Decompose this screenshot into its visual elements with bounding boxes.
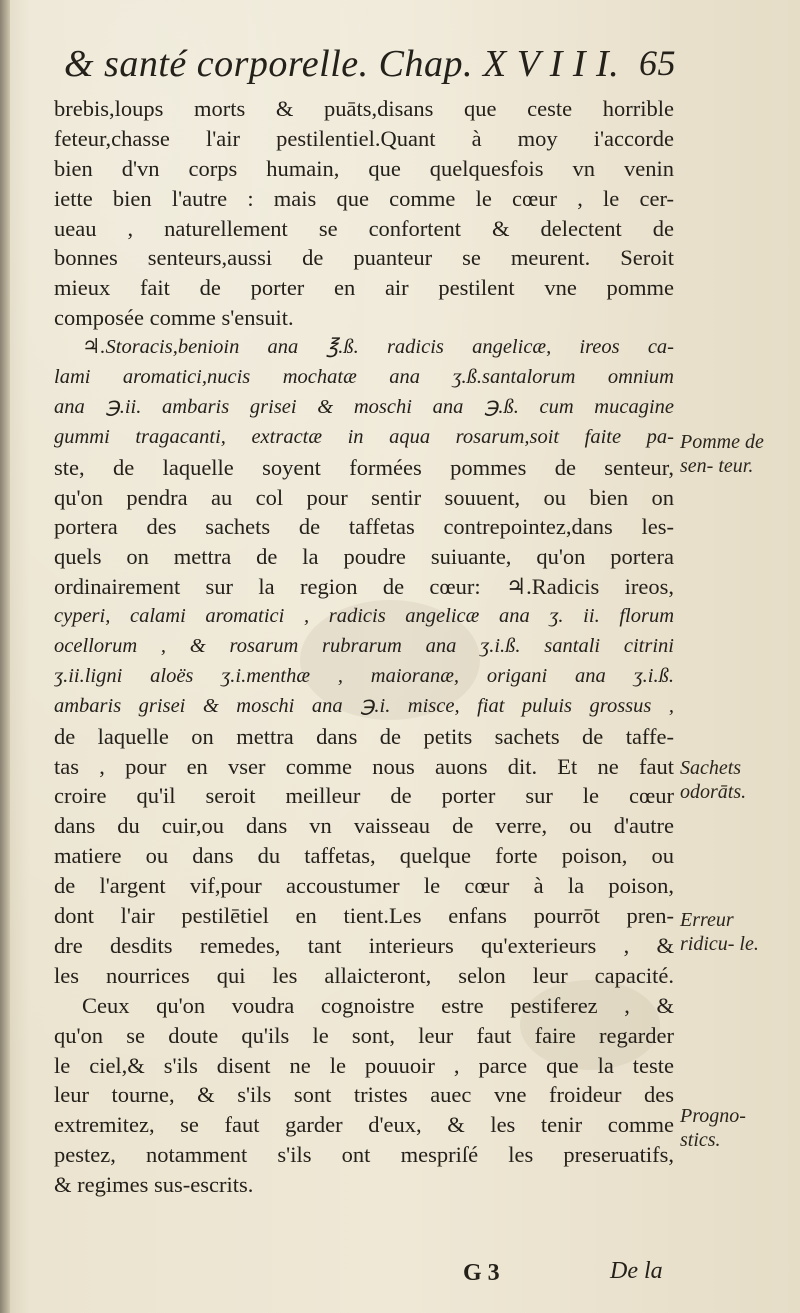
text-line: ste, de laquelle soyent formées pommes de senteur, xyxy=(54,454,674,480)
running-head xyxy=(64,42,674,90)
catchword: De la xyxy=(610,1258,663,1284)
text-line: quels on mettra de la poudre suiuante, qu'on portera xyxy=(54,544,674,570)
page-gutter xyxy=(0,0,10,1313)
recipe-line: ocellorum , & rosarum rubrarum ana ʒ.i.ß. santali citrini xyxy=(54,635,674,658)
recipe-line: ana ℈.ii. ambaris grisei & moschi ana ℈.ß. cum mucagine xyxy=(54,395,674,418)
text-line: ordinairement sur la region de cœur: ♃.Radicis ireos, xyxy=(54,574,674,600)
text-line: Ceux qu'on voudra cognoistre estre pestiferez , & xyxy=(82,992,674,1018)
margin-note-pomme: Pomme de sen- teur. xyxy=(680,431,764,477)
recipe-line: gummi tragacanti, extractæ in aqua rosarum,soit faite pa- xyxy=(54,425,674,448)
margin-note-prognostics: Progno- stics. xyxy=(680,1105,746,1151)
text-line: bien d'vn corps humain, que quelquesfois vn venin xyxy=(54,155,674,181)
recipe-line: ♃.Storacis,benioin ana ℥.ß. radicis angelicæ, ireos ca- xyxy=(82,336,674,359)
text-line: composée comme s'ensuit. xyxy=(54,305,294,331)
text-line: de laquelle on mettra dans de petits sachets de taffe- xyxy=(54,723,674,749)
text-line: croire qu'il seroit meilleur de porter sur le cœur xyxy=(54,783,674,809)
text-line: matiere ou dans du taffetas, quelque forte poison, ou xyxy=(54,843,674,869)
text-line: qu'on pendra au col pour sentir souuent, ou bien on xyxy=(54,484,674,510)
text-line: leur tourne, & s'ils sont tristes auec vne froideur des xyxy=(54,1082,674,1108)
recipe-line: cyperi, calami aromatici , radicis angelicæ ana ʒ. ii. florum xyxy=(54,605,674,628)
recipe-line: lami aromatici,nucis mochatæ ana ʒ.ß.santalorum omnium xyxy=(54,366,674,389)
margin-note-erreur: Erreur ridicu- le. xyxy=(680,909,759,955)
text-line: qu'on se doute qu'ils le sont, leur faut faire regarder xyxy=(54,1022,674,1048)
margin-note-sachets: Sachets odorāts. xyxy=(680,757,747,803)
text-line: pestez, notamment s'ils ont mespriſé les preseruatifs, xyxy=(54,1142,674,1168)
body-text xyxy=(54,94,674,1200)
text-line: brebis,loups morts & puāts,disans que ceste horrible xyxy=(54,96,674,121)
text-line: & regimes sus-escrits. xyxy=(54,1172,254,1198)
page-number: 65 xyxy=(639,43,676,83)
text-line: mieux fait de porter en air pestilent vne pomme xyxy=(54,275,674,301)
text-line: le ciel,& s'ils disent ne le pouuoir , parce que la teste xyxy=(54,1052,674,1078)
text-line: dre desdits remedes, tant interieurs qu'exterieurs , & xyxy=(54,932,674,958)
signature-mark: G 3 xyxy=(463,1260,500,1286)
recipe-line: ʒ.ii.ligni aloës ʒ.i.menthæ , maioranæ, origani ana ʒ.i.ß. xyxy=(54,664,674,687)
text-line: ueau , naturellement se confortent & delectent de xyxy=(54,215,674,241)
text-line: tas , pour en vser comme nous auons dit. Et ne faut xyxy=(54,753,674,779)
text-line: portera des sachets de taffetas contrepointez,dans les- xyxy=(54,514,674,540)
running-head-title: & santé corporelle. Chap. X V I I I. xyxy=(64,43,620,85)
text-line: extremitez, se faut garder d'eux, & les tenir comme xyxy=(54,1112,674,1138)
text-line: feteur,chasse l'air pestilentiel.Quant à moy i'accorde xyxy=(54,125,674,151)
recipe-line: ambaris grisei & moschi ana ℈.i. misce, fiat puluis grossus , xyxy=(54,694,674,717)
text-line: dont l'air pestilētiel en tient.Les enfans pourrōt pren- xyxy=(54,903,674,929)
text-line: les nourrices qui les allaicteront, selon leur capacité. xyxy=(54,962,674,988)
text-line: de l'argent vif,pour accoustumer le cœur à la poison, xyxy=(54,873,674,899)
text-line: dans du cuir,ou dans vn vaisseau de verre, ou d'autre xyxy=(54,813,674,839)
text-line: iette bien l'autre : mais que comme le cœur , le cer- xyxy=(54,185,674,211)
text-line: bonnes senteurs,aussi de puanteur se meurent. Seroit xyxy=(54,245,674,271)
